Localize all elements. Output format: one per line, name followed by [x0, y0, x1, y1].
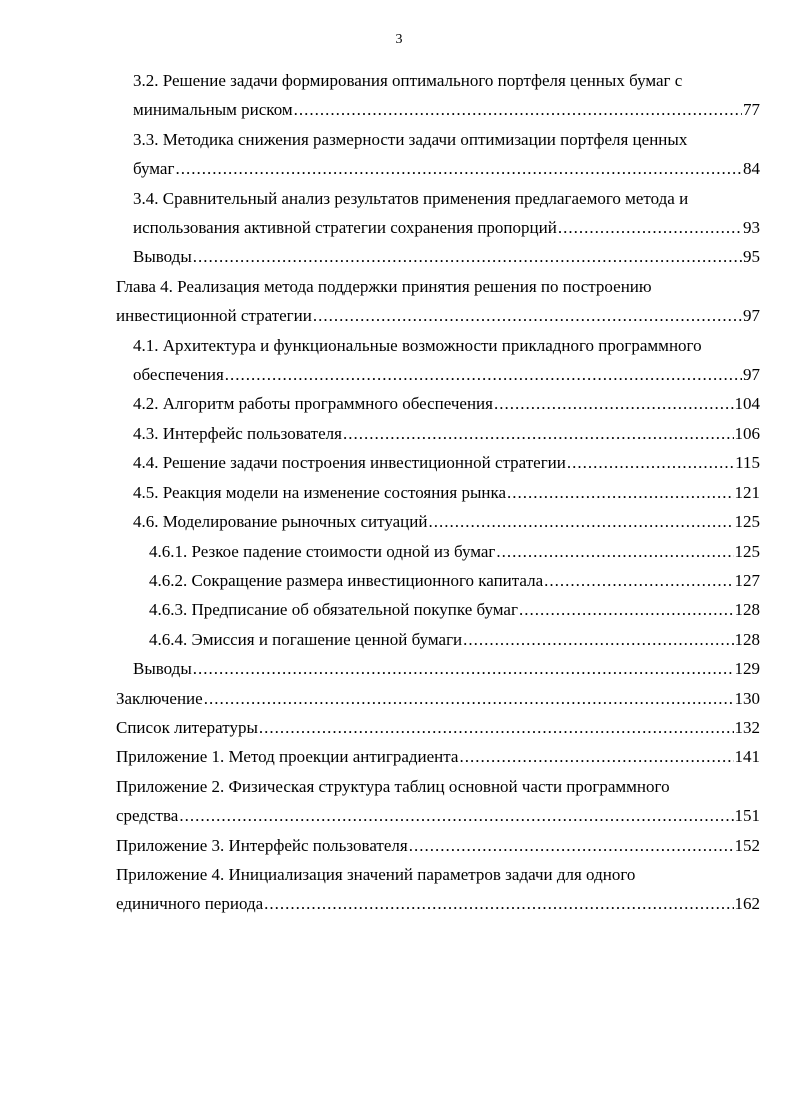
toc-entry-title: средства: [116, 806, 179, 826]
toc-entry: [149, 595, 760, 624]
toc-entry-last-line: [149, 537, 760, 566]
toc-entry-title: 4.6.2. Сокращение размера инвестиционного капитала: [149, 570, 544, 590]
page-number: 3: [395, 32, 403, 47]
toc-page-number: 95: [743, 247, 760, 267]
toc-page-number: 125: [734, 512, 760, 532]
dot-leader: [294, 95, 742, 124]
toc-entry-last-line: [149, 625, 760, 654]
toc-page-number: 132: [734, 717, 760, 737]
toc-entry-title: 4.6.4. Эмиссия и погашение ценной бумаги: [149, 629, 463, 649]
toc-entry-title: 4.6.3. Предписание об обязательной покупке бумаг: [149, 600, 518, 620]
toc-page-number: 84: [743, 159, 760, 179]
toc-entry: [133, 654, 760, 683]
toc-entry-title: минимальным риском: [133, 100, 293, 120]
dot-leader: [259, 713, 734, 742]
toc-entry: [116, 742, 760, 771]
toc-page-number: 121: [734, 482, 760, 502]
toc-entry-last-line: [116, 684, 760, 713]
toc-entry: [133, 184, 760, 243]
toc-entry-title: Выводы: [133, 247, 192, 267]
toc-entry-last-line: [149, 595, 760, 624]
toc-entry-line: Глава 4. Реализация метода поддержки принятия решения по построению: [116, 276, 652, 296]
dot-leader: [494, 389, 734, 418]
toc-entry: [116, 713, 760, 742]
toc-entry: [133, 331, 760, 390]
toc-entry: [149, 566, 760, 595]
toc-entry: [133, 507, 760, 536]
toc-entry-title: 4.4. Решение задачи построения инвестиционной стратегии: [133, 453, 566, 473]
toc-entry-title: использования активной стратегии сохранения пропорций: [133, 218, 557, 238]
dot-leader: [567, 448, 734, 477]
dot-leader: [459, 742, 733, 771]
toc-entry-last-line: [116, 831, 760, 860]
toc-page-number: 125: [734, 541, 760, 561]
toc-page-number: 152: [734, 835, 760, 855]
toc-entry: [149, 625, 760, 654]
toc-entry-last-line: [116, 713, 760, 742]
toc-page-number: 93: [743, 218, 760, 238]
toc-entry-line: 3.4. Сравнительный анализ результатов применения предлагаемого метода и: [133, 188, 689, 208]
toc-entry-title: Список литературы: [116, 717, 258, 737]
toc-page-number: 115: [735, 453, 760, 473]
toc-entry: [133, 389, 760, 418]
toc-page-number: 141: [734, 747, 760, 767]
toc-entry-title: инвестиционной стратегии: [116, 306, 312, 326]
dot-leader: [409, 831, 734, 860]
toc-entry-title: единичного периода: [116, 894, 264, 914]
dot-leader: [313, 301, 742, 330]
toc-entry-title: бумаг: [133, 159, 175, 179]
toc-page-number: 97: [743, 306, 760, 326]
dot-leader: [204, 684, 734, 713]
toc-page-number: 104: [734, 394, 760, 414]
toc-entry-title: 4.3. Интерфейс пользователя: [133, 423, 342, 443]
toc-entry-title: обеспечения: [133, 365, 224, 385]
dot-leader: [193, 654, 734, 683]
toc-entry-title: Выводы: [133, 659, 192, 679]
toc-entry-line: Приложение 4. Инициализация значений параметров задачи для одного: [116, 864, 636, 884]
dot-leader: [428, 507, 733, 536]
toc-page-number: 97: [743, 365, 760, 385]
toc-entry-last-line: [133, 213, 760, 242]
toc-page-number: 162: [734, 894, 760, 914]
toc-entry-last-line: [133, 242, 760, 271]
toc-entry-last-line: [133, 507, 760, 536]
toc-page-number: 127: [734, 570, 760, 590]
table-of-contents: [0, 66, 798, 919]
dot-leader: [519, 595, 734, 624]
toc-entry: [133, 242, 760, 271]
toc-page-number: 106: [734, 423, 760, 443]
toc-entry-last-line: [116, 889, 760, 918]
toc-page-number: 129: [734, 659, 760, 679]
toc-entry-title: 4.5. Реакция модели на изменение состояния рынка: [133, 482, 507, 502]
toc-page-number: 128: [734, 600, 760, 620]
toc-entry-last-line: [133, 360, 760, 389]
toc-entry-last-line: [133, 154, 760, 183]
toc-entry-line: Приложение 2. Физическая структура таблиц основной части программного: [116, 776, 670, 796]
toc-entry: [116, 831, 760, 860]
toc-entry-title: 4.6. Моделирование рыночных ситуаций: [133, 512, 428, 532]
toc-page-number: 151: [734, 806, 760, 826]
toc-entry: [133, 478, 760, 507]
dot-leader: [264, 889, 733, 918]
toc-page-number: 130: [734, 688, 760, 708]
toc-entry: [133, 66, 760, 125]
dot-leader: [544, 566, 733, 595]
toc-entry-last-line: [133, 654, 760, 683]
toc-entry-last-line: [133, 95, 760, 124]
dot-leader: [179, 801, 733, 830]
toc-entry: [116, 860, 760, 919]
toc-entry-last-line: [116, 301, 760, 330]
toc-entry: [133, 419, 760, 448]
toc-entry-title: Приложение 3. Интерфейс пользователя: [116, 835, 408, 855]
toc-entry: [133, 125, 760, 184]
toc-entry-last-line: [133, 478, 760, 507]
dot-leader: [463, 625, 733, 654]
dot-leader: [496, 537, 733, 566]
toc-entry: [133, 448, 760, 477]
toc-entry: [116, 272, 760, 331]
toc-entry-line: 3.3. Методика снижения размерности задачи оптимизации портфеля ценных: [133, 129, 688, 149]
toc-entry-line: 3.2. Решение задачи формирования оптимального портфеля ценных бумаг с: [133, 71, 683, 90]
toc-entry-last-line: [133, 419, 760, 448]
toc-page-number: 128: [734, 629, 760, 649]
toc-entry-last-line: [116, 801, 760, 830]
toc-entry-last-line: [149, 566, 760, 595]
toc-entry-last-line: [133, 389, 760, 418]
toc-page-number: 77: [743, 100, 760, 120]
toc-entry: [149, 537, 760, 566]
toc-entry-line: 4.1. Архитектура и функциональные возможности прикладного программного: [133, 335, 702, 355]
toc-entry-title: 4.2. Алгоритм работы программного обеспечения: [133, 394, 493, 414]
dot-leader: [193, 242, 742, 271]
toc-entry: [116, 684, 760, 713]
toc-entry-title: Заключение: [116, 688, 203, 708]
dot-leader: [558, 213, 742, 242]
toc-entry-title: Приложение 1. Метод проекции антиградиента: [116, 747, 459, 767]
toc-entry: [116, 772, 760, 831]
toc-entry-last-line: [133, 448, 760, 477]
dot-leader: [343, 419, 734, 448]
toc-entry-last-line: [116, 742, 760, 771]
dot-leader: [175, 154, 742, 183]
dot-leader: [225, 360, 742, 389]
toc-entry-title: 4.6.1. Резкое падение стоимости одной из бумаг: [149, 541, 496, 561]
dot-leader: [507, 478, 733, 507]
